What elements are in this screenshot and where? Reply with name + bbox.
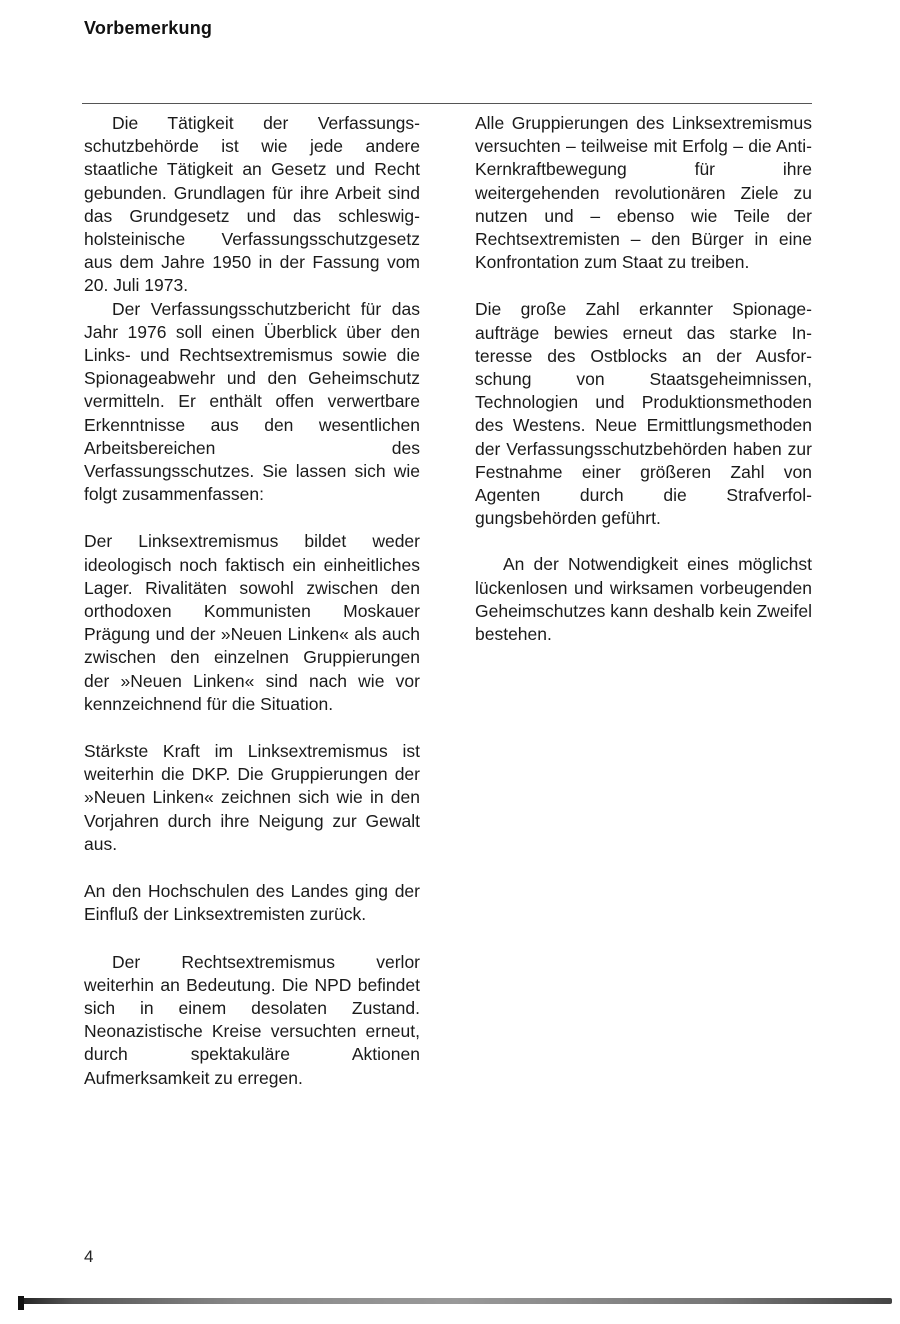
paragraph-left-extremism: Der Linksextremismus bildet weder ideologisch noch faktisch ein einheitliches Lager. Rivalitäten sowohl zwischen den orthodoxen Kommunisten Moskauer Prägung und der »Neuen Linken« als auch zwischen den einzelnen Gruppierungen der »Neuen Linken« sind nach wie vor kennzeichnend für die Situation. [84, 531, 420, 714]
right-column [475, 112, 812, 646]
scan-edge-mark [18, 1296, 24, 1310]
paragraph-security-conclusion: An der Notwendigkeit eines möglichst lückenlosen und wirksamen vorbeugenden Geheimschutzes kann deshalb kein Zweifel bestehen. [475, 554, 812, 645]
header-divider [82, 103, 812, 104]
paragraph-anti-nuclear: Alle Gruppierungen des Linksextremismus versuchten – teilweise mit Erfolg – die Anti-Kernkraftbewegung für ihre weitergehenden revolutionären Ziele zu nutzen und – ebenso wie Teile der Rechtsextremisten – den Bürger in eine Konfrontation zum Staat zu treiben. [475, 113, 812, 273]
paragraph-dkp: Stärkste Kraft im Linksextremismus ist weiterhin die DKP. Die Gruppierungen der »Neuen Linken« zeichnen sich wie in den Vorjahren durch ihre Neigung zur Gewalt aus. [84, 741, 420, 854]
page-title: Vorbemerkung [84, 18, 213, 38]
paragraph-right-extremism: Der Rechtsextremismus verlor weiterhin an Bedeutung. Die NPD befindet sich in einem desolaten Zustand. Neonazistische Kreise versuchten erneut, durch spektakuläre Aktionen Aufmerksamkeit zu erregen. [84, 951, 420, 1088]
paragraph-legal-basis: Die Tätigkeit der Verfassungsschutzbehörde ist wie jede andere staatliche Tätigkeit an Gesetz und Recht gebunden. Grundlagen für ihre Arbeit sind das Grundgesetz und das schleswig-holsteinische Verfassungsschutzgesetz aus dem Jahre 1950 in der Fassung vom 20. Juli 1973. [84, 113, 420, 296]
page-number: 4 [84, 1247, 94, 1266]
paragraph-universities: An den Hochschulen des Landes ging der Einfluß der Linksextremisten zurück. [84, 881, 420, 925]
paragraph-espionage: Die große Zahl erkannter Spionageaufträge bewies erneut das starke Interesse des Ostblocks an der Ausforschung von Staatsgeheimnissen, Technologien und Produktionsmethoden des Westens. Neue Ermittlungsmethoden der Verfassungsschutzbehörden haben zur Festnahme einer größeren Zahl von Agenten durch die Strafverfolgungsbehörden geführt. [475, 299, 812, 529]
paragraph-report-overview: Der Verfassungsschutzbericht für das Jahr 1976 soll einen Überblick über den Links- und Rechtsextremismus sowie die Spionageabwehr und den Geheimschutz vermitteln. Er enthält offen verwertbare Erkenntnisse aus den wesentlichen Arbeitsbereichen des Verfassungsschutzes. Sie lassen sich wie folgt zusammenfassen: [84, 298, 420, 505]
left-column [84, 112, 420, 1090]
scan-edge-bar [20, 1298, 892, 1304]
